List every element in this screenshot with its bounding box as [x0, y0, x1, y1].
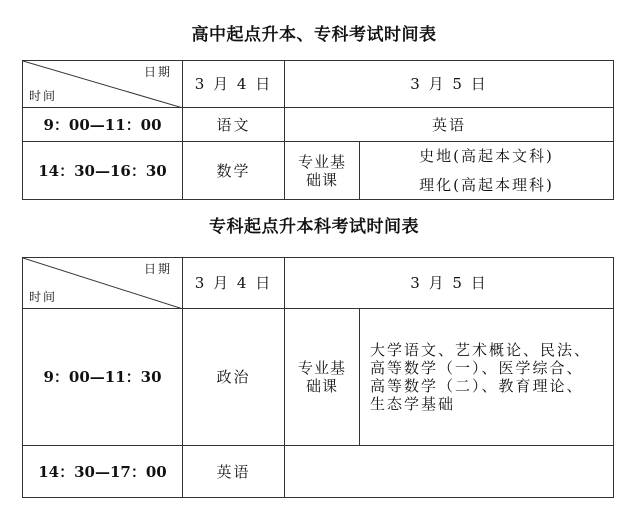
table2-subject-english: 英语: [183, 446, 285, 498]
category-line-2: 础课: [305, 377, 338, 395]
category-line-1: 专业基: [297, 152, 346, 171]
table2-title: 专科起点升本科考试时间表: [209, 217, 419, 237]
table1-subject-english: 英语: [285, 108, 614, 142]
table1-subject-math: 数学: [183, 142, 285, 200]
time-label: 时间: [29, 289, 58, 304]
table2-col-day1: 3 月 4 日: [183, 258, 285, 309]
table2-row-afternoon: [23, 446, 614, 498]
table1-corner-cell: [23, 61, 183, 108]
table2-subject-list: [360, 309, 614, 446]
table1-col-day1: 3 月 4 日: [183, 61, 285, 108]
subject-list-line: 生态学基础: [370, 395, 456, 413]
table2-time-morning: 9：00—11：30: [23, 309, 183, 446]
table1-title: 高中起点升本、专科考试时间表: [191, 25, 437, 45]
table2-category-cell: [285, 309, 360, 446]
table2-subject-politics: 政治: [183, 309, 285, 446]
table2-col-day2: 3 月 5 日: [285, 258, 614, 309]
table2-time-afternoon: 14：30—17：00: [23, 446, 183, 498]
table1-subject-chinese: 语文: [183, 108, 285, 142]
category-line-2: 础课: [305, 170, 338, 189]
table1-time-morning: 9：00—11：00: [23, 108, 183, 142]
subject-list-line: 大学语文、艺术概论、民法、: [370, 341, 592, 359]
table2-header-row: [23, 258, 614, 309]
table1-subject-physics-chem: 理化(高起本理科): [360, 171, 614, 200]
subject-list-line: 高等数学（一）、医学综合、: [370, 359, 584, 377]
time-label: 时间: [29, 88, 58, 103]
table1-row-afternoon-a: [23, 142, 614, 171]
table2-corner-cell: [23, 258, 183, 309]
date-label: 日期: [143, 262, 172, 276]
category-line-1: 专业基: [297, 359, 346, 377]
table1-header-row: [23, 61, 614, 108]
schedule-table-2: [22, 257, 614, 498]
schedule-table-1: [22, 60, 614, 200]
table1-row-morning: [23, 108, 614, 142]
date-label: 日期: [143, 65, 172, 79]
subject-list-line: 高等数学（二）、教育理论、: [370, 377, 584, 395]
table1-subject-history-geo: 史地(高起本文科): [360, 142, 614, 171]
table1-col-day2: 3 月 5 日: [285, 61, 614, 108]
table2-row-morning: [23, 309, 614, 446]
table1-time-afternoon: 14：30—16：30: [23, 142, 183, 200]
table2-empty-cell: [285, 446, 614, 498]
table1-category-cell: [285, 142, 360, 200]
